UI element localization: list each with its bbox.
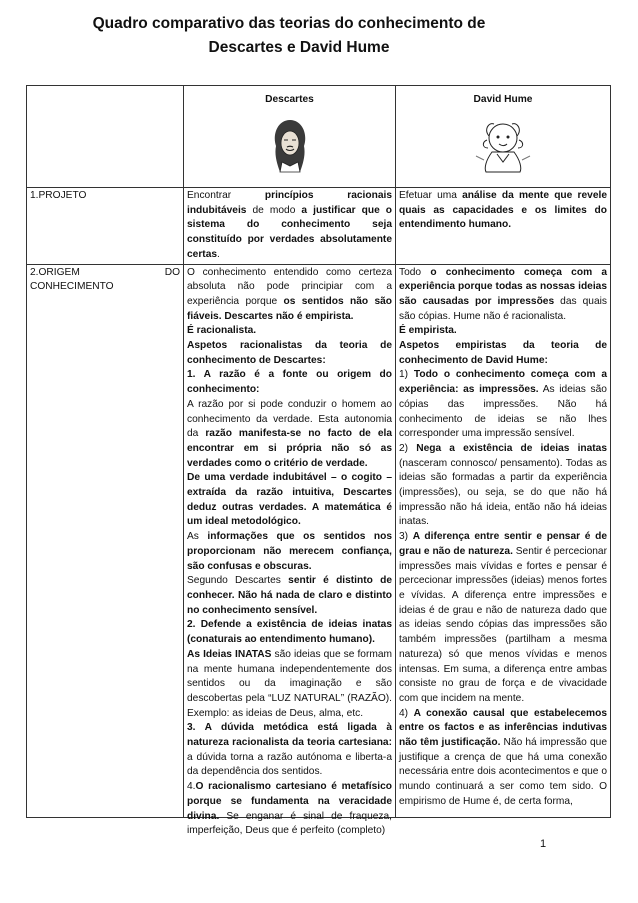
text-run: A conexão causal que estabelecemos entre os factos e as inferências indutivas não têm justificação. — [399, 707, 607, 749]
row-origem-descartes — [184, 264, 396, 837]
comparison-table — [26, 85, 611, 837]
paragraph — [399, 266, 607, 325]
page-number: 1 — [540, 838, 547, 850]
paragraph — [399, 707, 607, 810]
text-run: A diferença entre sentir e pensar é de grau e não de natureza. — [399, 531, 607, 557]
text-run: (nasceram connosco/ pensamento). Todas as ideias são formadas a partir da experiência (impressões), ou seja, se do que não há impressão não há ideia, então não há ideias inatas. — [399, 457, 607, 528]
row-origem-label-left: 2.ORIGEM — [30, 266, 80, 278]
paragraph — [187, 648, 392, 722]
text-run: Se enganar é sinal de fraqueza, imperfeição, Deus que é perfeito (completo) — [187, 810, 392, 837]
text-run: Sentir é percecionar impressões mais vívidas e fortes e pensar é percecionar impressões (ideias) menos fortes e vívidas. A diferença entre impressões e ideias é de grau e não de natureza dado que as ideias sendo cópias das impressões são também impressões (partilham a mesma natureza) só que menos vívidas e menos intensas. Em suma, a diferença entre ambas consiste no grau de força e de vivacidade com que incidem na mente. — [399, 545, 607, 704]
row-projeto — [27, 188, 611, 265]
paragraph — [187, 324, 392, 339]
paragraph — [187, 780, 392, 839]
header-descartes — [184, 86, 396, 188]
hume-caricature-icon — [472, 116, 534, 174]
text-run: análise da mente que revele quais as capacidades e os limites do entendimento humano. — [399, 190, 607, 231]
title-line-1: Quadro comparativo das teorias do conhecimento de — [92, 15, 486, 32]
paragraph — [187, 574, 392, 618]
text-run: As Ideias INATAS — [187, 648, 272, 660]
text-run: Aspetos empiristas da teoria de conhecimento de David Hume: — [399, 340, 607, 366]
paragraph — [399, 339, 607, 368]
text-run: 4. — [187, 781, 196, 793]
paragraph — [399, 442, 607, 530]
header-hume-label: David Hume — [473, 94, 533, 105]
text-run: Segundo Descartes — [187, 575, 289, 587]
row-origem-hume-text — [399, 266, 607, 816]
row-projeto-hume-text — [399, 190, 607, 230]
text-run: Encontrar — [187, 190, 265, 201]
text-run: O racionalismo cartesiano é metafísico porque se fundamenta na veracidade divina. — [187, 781, 392, 822]
text-run: A razão por si pode conduzir o homem ao conhecimento da verdade. Esta autonomia da — [187, 398, 392, 440]
text-run: 2) — [399, 442, 417, 454]
text-run: É racionalista. — [187, 325, 257, 337]
text-run: O conhecimento entendido como certeza absoluta não pode principiar com a experiência porque — [187, 266, 392, 307]
text-run: informações que os sentidos nos proporcionam não merecem confiança, são confusas e obscuras. — [187, 531, 392, 572]
header-row — [27, 86, 611, 188]
row-projeto-hume — [396, 188, 611, 265]
text-run: os sentidos não são fiáveis. Descartes não é empirista. — [187, 295, 392, 322]
paragraph — [187, 368, 392, 397]
row-origem-descartes-text — [187, 266, 392, 837]
text-run: As ideias são cópias das impressões. Não há conhecimento de ideias se não lhes corresponder uma impressão sensível. — [399, 384, 607, 440]
paragraph — [399, 368, 607, 442]
text-run: razão manifesta-se no facto de ela encontrar em si própria não só as verdades como o critério de verdade. — [187, 428, 392, 469]
row-origem — [27, 264, 611, 817]
document-title — [0, 12, 638, 60]
paragraph — [399, 324, 607, 339]
text-run: De uma verdade indubitável – o cogito – extraída da razão intuitiva, Descartes deduz outras verdades. A matemática é um ideal metodológico. — [187, 472, 392, 528]
text-run: Efetuar uma — [399, 190, 463, 201]
text-run: de modo — [246, 204, 302, 216]
text-run: As — [187, 531, 208, 543]
text-run: 4) — [399, 707, 414, 719]
row-projeto-descartes — [184, 188, 396, 265]
text-run: são ideias que se formam na mente humana independentemente dos sentidos ou da imaginação e são descobertas pela “LUZ NATURAL” (RAZÃO). Exemplo: as ideias de Deus, alma, etc. — [187, 648, 392, 719]
header-empty-cell — [27, 86, 184, 188]
paragraph — [399, 530, 607, 706]
text-run: 1) — [399, 369, 414, 381]
text-run: Todo — [399, 266, 431, 278]
text-run: o conhecimento começa com a experiência porque todas as nossas ideias são causadas por impressões — [399, 266, 607, 307]
text-run: Nega a existência de ideias inatas — [416, 442, 608, 454]
paragraph — [187, 618, 392, 647]
text-run: Todo o conhecimento começa com a experiência: as impressões. — [399, 369, 607, 396]
paragraph — [187, 339, 392, 368]
text-run: Aspetos racionalistas da teoria de conhecimento de Descartes: — [187, 340, 392, 366]
text-run: É empirista. — [399, 325, 457, 337]
text-run: sentir é distinto de conhecer. Não há nada de claro e distinto no conhecimento sensível. — [187, 575, 392, 616]
text-run: 3) — [399, 531, 413, 543]
text-run: das quais são cópias. Hume não é racionalista. — [399, 295, 607, 322]
header-hume — [396, 86, 611, 188]
text-run: a justificar que o sistema do conhecimento seja constituído por verdades absolutamente certas — [187, 204, 392, 260]
row-projeto-descartes-text — [187, 190, 392, 260]
header-descartes-label: Descartes — [265, 94, 314, 105]
text-run: Não há impressão que justifique a crença de que há uma conexão necessária entre dois acontecimentos e que o mundo continuará a ser como tem sido. O empirismo de Hume é, de certa forma, — [399, 737, 607, 807]
text-run: 1. A razão é a fonte ou origem do conhecimento: — [187, 369, 392, 396]
text-run: princípios racionais indubitáveis — [187, 190, 392, 216]
paragraph — [187, 266, 392, 325]
text-run: a dúvida torna a razão autónoma e liberta-a da dependência dos sentidos. — [187, 751, 392, 778]
paragraph — [187, 530, 392, 574]
row-origem-label — [27, 264, 184, 817]
row-origem-hume — [396, 264, 611, 817]
row-origem-label-right: DO — [164, 266, 180, 278]
paragraph — [187, 398, 392, 472]
paragraph — [187, 471, 392, 530]
title-line-2: Descartes e David Hume — [208, 39, 390, 56]
text-run: . — [217, 248, 220, 260]
text-run: 2. Defende a existência de ideias inatas (conaturais ao entendimento humano). — [187, 619, 392, 646]
row-origem-label-line2: CONHECIMENTO — [30, 281, 114, 293]
row-projeto-label: 1.PROJETO — [27, 188, 184, 265]
paragraph — [187, 721, 392, 780]
text-run: 3. A dúvida metódica está ligada à natureza racionalista da teoria cartesiana: — [187, 722, 392, 749]
descartes-portrait-icon — [266, 116, 314, 178]
